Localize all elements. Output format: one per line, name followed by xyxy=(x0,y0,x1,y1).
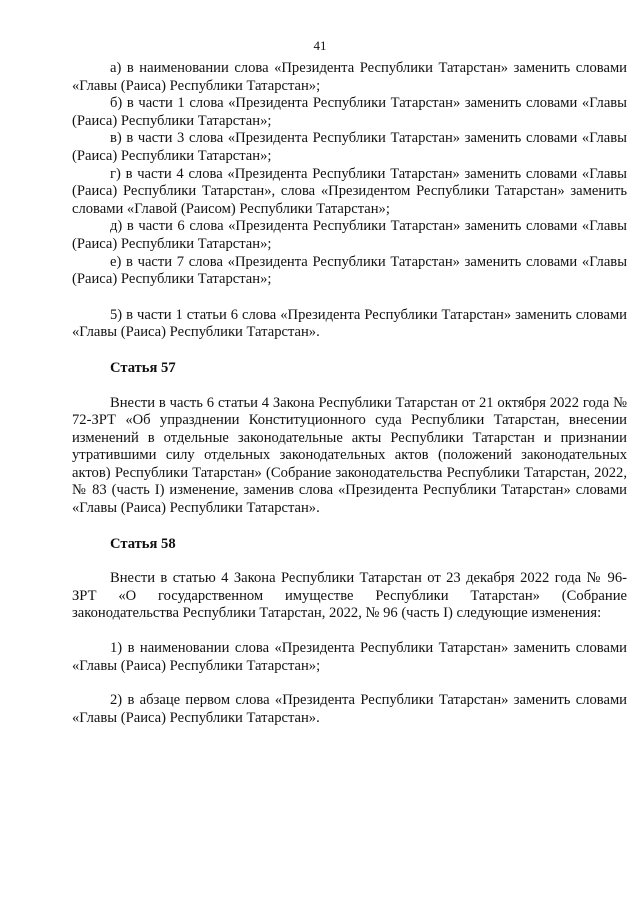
item-g: г) в части 4 слова «Президента Республики Татарстан» заменить словами «Главы (Раиса) Республики Татарстан», слова «Президентом Республики Татарстан» заменить словами «Главой (Раисом) Республики Татарстан»; xyxy=(72,165,627,217)
article-58-item-2: 2) в абзаце первом слова «Президента Республики Татарстан» заменить словами «Главы (Раиса) Республики Татарстан». xyxy=(72,692,627,726)
item-d: д) в части 6 слова «Президента Республики Татарстан» заменить словами «Главы (Раиса) Республики Татарстан»; xyxy=(72,218,627,252)
item-5: 5) в части 1 статьи 6 слова «Президента Республики Татарстан» заменить словами «Главы (Раиса) Республики Татарстан». xyxy=(72,306,627,341)
article-58-heading: Статья 58 xyxy=(110,535,176,552)
item-a: а) в наименовании слова «Президента Республики Татарстан» заменить словами «Главы (Раиса) Республики Татарстан»; xyxy=(72,60,627,94)
article-58-item-1: 1) в наименовании слова «Президента Республики Татарстан» заменить словами «Главы (Раиса) Республики Татарстан»; xyxy=(72,640,627,674)
item-b: б) в части 1 слова «Президента Республики Татарстан» заменить словами «Главы (Раиса) Республики Татарстан»; xyxy=(72,95,627,129)
item-v: в) в части 3 слова «Президента Республики Татарстан» заменить словами «Главы (Раиса) Республики Татарстан»; xyxy=(72,130,627,164)
item-e: е) в части 7 слова «Президента Республики Татарстан» заменить словами «Главы (Раиса) Республики Татарстан»; xyxy=(72,253,627,288)
article-57-heading: Статья 57 xyxy=(110,359,176,376)
page-number: 41 xyxy=(313,38,327,53)
document-body xyxy=(72,60,627,727)
article-57-text: Внести в часть 6 статьи 4 Закона Республики Татарстан от 21 октября 2022 года № 72-ЗРТ «Об упразднении Конституционного суда Республики Татарстан, внесении изменений в отдельные законодательные акты Республики Татарстан и признании утратившими силу отдельных законодательных актов (положений законодательных актов) Республики Татарстан» (Собрание законодательства Республики Татарстан, 2022, № 83 (часть I) изменение, заменив слова «Президента Республики Татарстан» словами «Главы (Раиса) Республики Татарстан». xyxy=(72,394,627,517)
article-58-text: Внести в статью 4 Закона Республики Татарстан от 23 декабря 2022 года № 96-ЗРТ «О государственном имуществе Республики Татарстан» (Собрание законодательства Республики Татарстан, 2022, № 96 (часть I) следующие изменения: xyxy=(72,570,627,622)
